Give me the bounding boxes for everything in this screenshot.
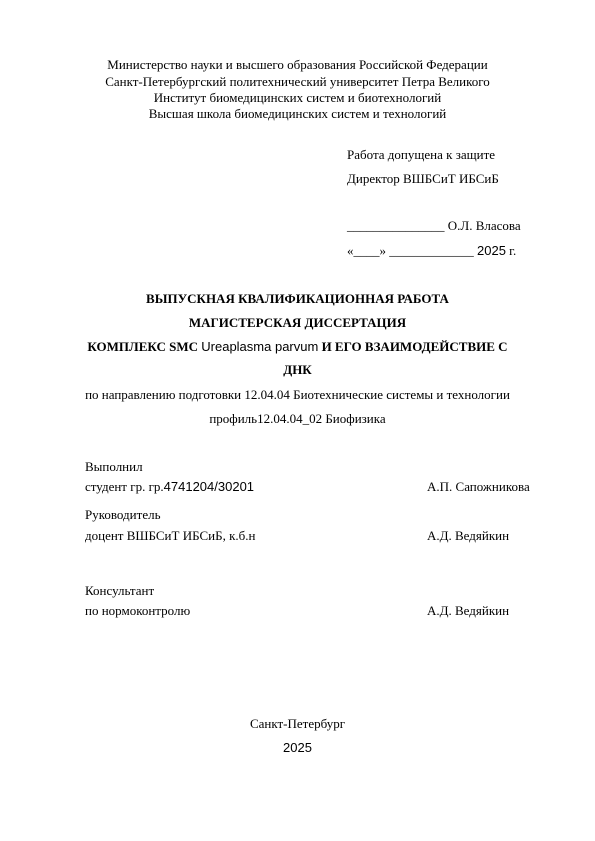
approval-date-suffix: г.	[505, 243, 517, 258]
topic-organism: Ureaplasma parvum	[201, 339, 319, 354]
approval-date-year: 2025	[477, 243, 506, 258]
topic-part1: КОМПЛЕКС SMC	[87, 339, 202, 354]
consultant-role: по нормоконтролю	[85, 603, 191, 618]
performer-group: 4741204/30201	[163, 479, 255, 494]
university-line: Санкт-Петербургский политехнический университет Петра Великого	[105, 74, 490, 89]
consultant-label: Консультант	[85, 583, 155, 598]
dissertation-title: МАГИСТЕРСКАЯ ДИССЕРТАЦИЯ	[188, 315, 407, 330]
performer-role	[85, 479, 254, 495]
footer-year: 2025	[283, 740, 312, 755]
admitted-to-defense: Работа допущена к защите	[347, 147, 496, 162]
topic-part3: И ЕГО ВЗАИМОДЕЙСТВИЕ С	[318, 339, 508, 354]
consultant-name: А.Д. Ведяйкин	[427, 603, 510, 618]
ministry-line: Министерство науки и высшего образования Российской Федерации	[107, 57, 488, 72]
approval-date-line	[347, 243, 516, 259]
performer-label: Выполнил	[85, 459, 143, 474]
performer-role-prefix: студент гр. гр.	[85, 479, 164, 494]
study-direction: по направлению подготовки 12.04.04 Биотехнические системы и технологии	[85, 387, 510, 402]
study-profile: профиль12.04.04_02 Биофизика	[209, 411, 386, 426]
director-signature-line: _______________ О.Л. Власова	[347, 218, 521, 233]
thesis-topic-line1	[0, 339, 595, 355]
school-line: Высшая школа биомедицинских систем и технологий	[148, 106, 447, 121]
performer-name: А.П. Сапожникова	[427, 479, 530, 494]
supervisor-name: А.Д. Ведяйкин	[427, 528, 510, 543]
footer-city: Санкт-Петербург	[249, 716, 346, 731]
approval-date-blank: «____» _____________	[347, 243, 477, 258]
director-title: Директор ВШБСиТ ИБСиБ	[347, 171, 499, 186]
supervisor-label: Руководитель	[85, 507, 161, 522]
supervisor-role: доцент ВШБСиТ ИБСиБ, к.б.н	[85, 528, 256, 543]
work-type-title: ВЫПУСКНАЯ КВАЛИФИКАЦИОННАЯ РАБОТА	[146, 291, 449, 306]
thesis-topic-line2: ДНК	[283, 362, 312, 377]
institute-line: Институт биомедицинских систем и биотехнологий	[153, 90, 442, 105]
